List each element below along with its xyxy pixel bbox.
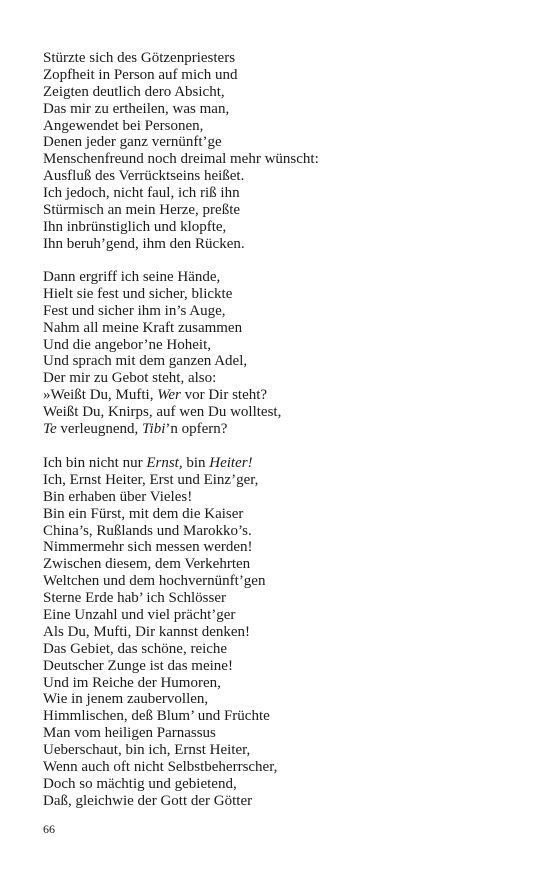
poem-line: Menschenfreund noch dreimal mehr wünscht: [43,151,319,168]
poem-line: Weißt Du, Knirps, auf wen Du wolltest, [43,404,282,421]
poem-line: Wie in jenem zaubervollen, [43,691,209,708]
poem-line: Zeigten deutlich dero Absicht, [43,83,225,100]
poem-line: Zwischen diesem, dem Verkehrten [43,556,251,573]
poem-line: Ich, Ernst Heiter, Erst und Einz’ger, [43,471,259,488]
poem-line: Ausfluß des Verrücktseins heißet. [43,168,245,185]
poem-line: Eine Unzahl und viel prächt’ger [43,607,236,624]
poem-line: Zopfheit in Person auf mich und [43,66,238,83]
poem-line: Bin erhaben über Vieles! [43,488,193,505]
poem-line: Himmlischen, deß Blum’ und Früchte [43,708,270,725]
poem-line: China’s, Rußlands und Marokko’s. [43,522,252,539]
poem-line: Das Gebiet, das schöne, reiche [43,640,228,657]
italic-text: Wer [157,387,181,404]
stanza-3 [43,455,523,810]
poem-line: Fest und sicher ihm in’s Auge, [43,302,226,319]
poem-line: Ihn beruh’gend, ihm den Rücken. [43,235,245,252]
poem-line: Und im Reiche der Humoren, [43,674,221,691]
poem-line: Denen jeder ganz vernünft’ge [43,134,222,151]
poem-line: Der mir zu Gebot steht, also: [43,370,217,387]
poem-line: Stürmisch an mein Herze, preßte [43,202,241,219]
italic-text: Heiter! [209,455,253,471]
poem-line: Ihn inbrünstiglich und klopfte, [43,218,227,235]
poem-line: Angewendet bei Personen, [43,117,204,134]
poem-line: Und die angebor’ne Hoheit, [43,336,212,353]
italic-text: Te [43,421,57,438]
poem-line: Doch so mächtig und gebietend, [43,775,237,792]
poem-line: Man vom heiligen Parnassus [43,725,216,742]
stanza-2 [43,269,523,438]
poem-line: Nimmermehr sich messen werden! [43,539,253,556]
poem-line: Deutscher Zunge ist das meine! [43,657,233,674]
italic-text: Ernst, [146,455,183,471]
poem-line: »Weißt Du, Mufti, Wer vor Dir steht? [43,387,268,404]
poem-line: Dann ergriff ich seine Hände, [43,269,221,285]
stanza-1 [43,50,523,253]
poem-line: Daß, gleichwie der Gott der Götter [43,792,253,809]
page-number: 66 [43,822,55,836]
poem-line: Hielt sie fest und sicher, blickte [43,285,233,302]
italic-text: Tibi [142,421,166,438]
poem-line: Weltchen und dem hochvernünft’gen [43,573,266,590]
poem-line: Bin ein Fürst, mit dem die Kaiser [43,505,244,522]
poem-line: Ich jedoch, nicht faul, ich riß ihn [43,185,240,202]
poem-line: Wenn auch oft nicht Selbstbeherrscher, [43,759,278,776]
poem-line: Ich bin nicht nur Ernst, bin Heiter! [43,455,253,471]
poem-line: Sterne Erde hab’ ich Schlösser [43,590,226,607]
poem-line: Stürzte sich des Götzenpriesters [43,50,236,66]
poem-line: Und sprach mit dem ganzen Adel, [43,353,248,370]
poem-line: Als Du, Mufti, Dir kannst denken! [43,623,251,640]
poem-line: Das mir zu ertheilen, was man, [43,100,230,117]
poem-line: Ueberschaut, bin ich, Ernst Heiter, [43,742,251,759]
poem-line: Te verleugnend, Tibi’n opfern? [43,421,228,438]
poem-line: Nahm all meine Kraft zusammen [43,319,243,336]
